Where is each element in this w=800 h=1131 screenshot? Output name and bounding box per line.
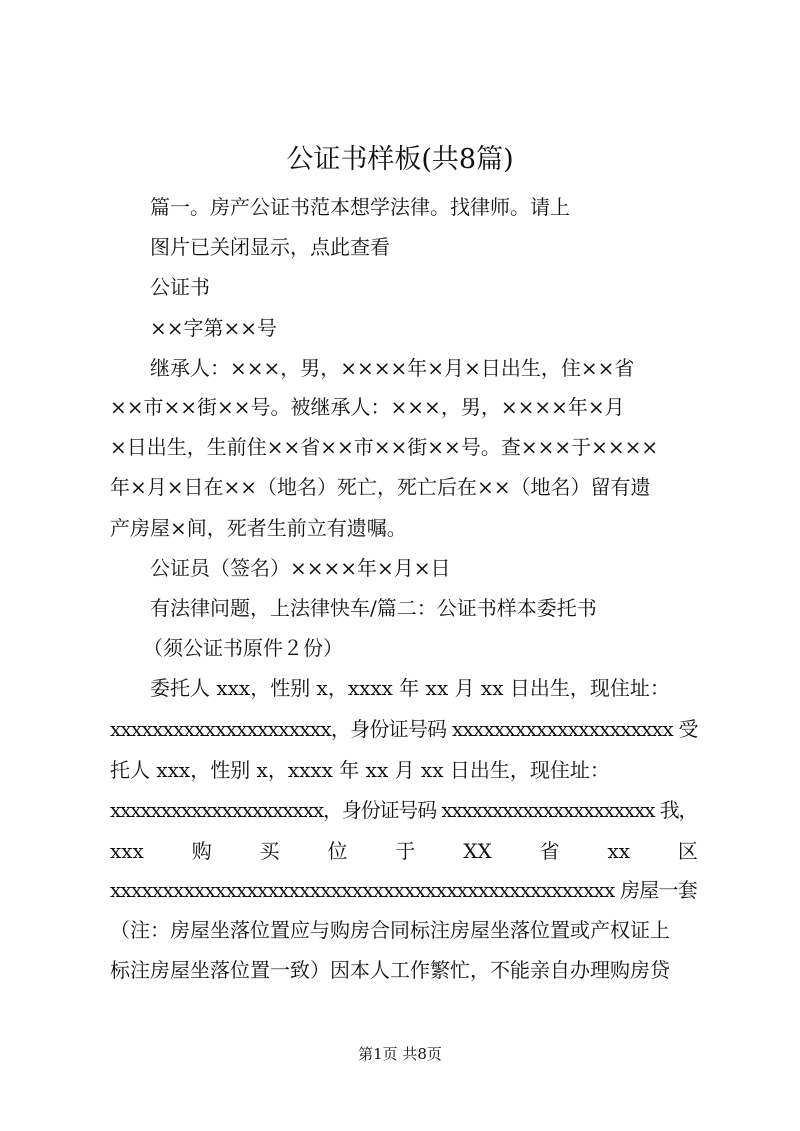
paragraph-line: 托人 xxx，性别 x，xxxx 年 xx 月 xx 日出生，现住址： [110, 758, 610, 782]
paragraph-line: xxxxxxxxxxxxxxxxxxxxx，身份证号码 xxxxxxxxxxxxxxxxxxxxx 受 [110, 717, 698, 741]
spread-word: xx [607, 839, 631, 863]
paragraph-line: 委托人 xxx，性别 x，xxxx 年 xx 月 xx 日出生，现住址： [150, 676, 670, 700]
paragraph-line: ××市××街××号。被继承人：×××，男，××××年×月 [110, 395, 625, 419]
paragraph-line: ×日出生，生前住××省××市××街××号。查×××于×××× [110, 435, 659, 459]
page-number-footer: 第1页 共8页 [358, 1045, 442, 1063]
spread-word: 买 [259, 839, 280, 863]
paragraph-line: xxxxxxxxxxxxxxxxxxxxxxxxxxxxxxxxxxxxxxxxxxxxxxxx 房屋一套 [110, 878, 697, 902]
spread-word: XX [463, 839, 492, 863]
spread-word: xxx [110, 839, 144, 863]
paragraph-line: 年×月×日在××（地名）死亡，死亡后在××（地名）留有遗 [110, 475, 651, 499]
paragraph-line: 产房屋×间，死者生前立有遗嘱。 [110, 516, 407, 540]
paragraph-line: （注：房屋坐落位置应与购房合同标注房屋坐落位置或产权证上 [110, 918, 670, 942]
paragraph-line: 公证书 [150, 275, 210, 299]
paragraph-line: 篇一。房产公证书范本想学法律。找律师。请上 [150, 195, 570, 219]
paragraph-line: 继承人：×××，男，××××年×月×日出生，住××省 [150, 356, 635, 380]
paragraph-line: ××字第××号 [150, 316, 278, 340]
document-title: 公证书样板(共8篇) [286, 144, 514, 175]
spread-word: 于 [395, 839, 416, 863]
paragraph-line: 标注房屋坐落位置一致）因本人工作繁忙，不能亲自办理购房贷 [110, 958, 670, 982]
spread-word: 区 [677, 839, 698, 863]
spread-word: 购 [191, 839, 212, 863]
paragraph-line: （须公证书原件２份） [143, 636, 343, 660]
paragraph-line: 公证员（签名）××××年×月×日 [150, 556, 451, 580]
spread-word: 位 [327, 839, 348, 863]
paragraph-line-spread [110, 833, 698, 869]
paragraph-line: 有法律问题，上法律快车/篇二：公证书样本委托书 [150, 596, 597, 620]
spread-word: 省 [539, 839, 560, 863]
paragraph-line: 图片已关闭显示，点此查看 [150, 235, 390, 259]
paragraph-line: xxxxxxxxxxxxxxxxxxxxx，身份证号码 xxxxxxxxxxxxxxxxxxxxx 我， [110, 798, 698, 822]
